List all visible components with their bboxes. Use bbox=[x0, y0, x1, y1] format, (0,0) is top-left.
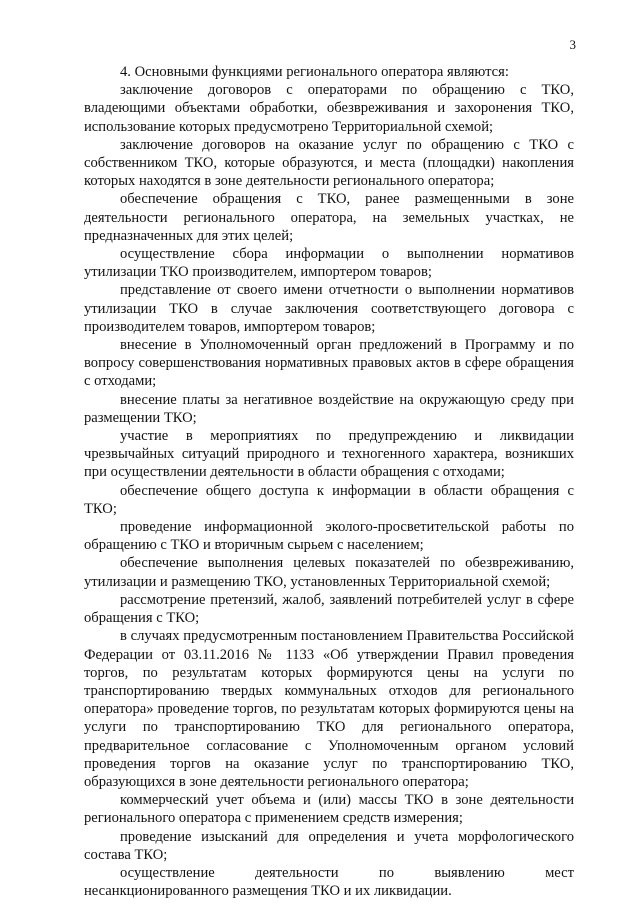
list-item: осуществление деятельности по выявлению мест несанкционированного размещения ТКО и их ликвидации. bbox=[84, 864, 574, 900]
list-item: в случаях предусмотренным постановлением Правительства Российской Федерации от 03.11.2016 № 1133 «Об утверждении Правил проведения торгов, по результатам которых формируются цены на услуги по транспортированию твердых коммунальных отходов для регионального оператора» проведение торгов, по результатам которых формируются цены на услуги по транспортированию ТКО для регионального оператора, предварительное согласование с Уполномоченным органом условий проведения торгов на оказание услуг по транспортированию ТКО, образующихся в зоне деятельности регионального оператора; bbox=[84, 628, 574, 790]
list-item: представление от своего имени отчетности о выполнении нормативов утилизации ТКО в случае заключения соответствующего договора с производителем товаров, импортером товаров; bbox=[84, 282, 574, 335]
list-item: проведение информационной эколого-просветительской работы по обращению с ТКО и вторичным сырьем с населением; bbox=[84, 519, 574, 554]
list-item: обеспечение общего доступа к информации в области обращения с ТКО; bbox=[84, 482, 574, 517]
section-heading: 4. Основными функциями регионального оператора являются: bbox=[120, 64, 509, 80]
list-item: рассмотрение претензий, жалоб, заявлений потребителей услуг в сфере обращения с ТКО; bbox=[84, 591, 574, 627]
list-item: обеспечение выполнения целевых показателей по обезвреживанию, утилизации и размещению ТКО, установленных Территориальной схемой; bbox=[84, 555, 574, 590]
list-item: заключение договоров с операторами по обращению с ТКО, владеющими объектами обработки, обезвреживания и захоронения ТКО, использование которых предусмотрено Территориальной схемой; bbox=[84, 82, 574, 135]
list-item: коммерческий учет объема и (или) массы ТКО в зоне деятельности регионального оператора с применением средств измерения; bbox=[84, 792, 574, 827]
list-item: осуществление сбора информации о выполнении нормативов утилизации ТКО производителем, импортером товаров; bbox=[84, 246, 574, 281]
list-item: заключение договоров на оказание услуг по обращению с ТКО с собственником ТКО, которые образуются, и места (площадки) накопления которых находятся в зоне деятельности регионального оператора; bbox=[84, 136, 574, 190]
list-item: внесение в Уполномоченный орган предложений в Программу и по вопросу совершенствования нормативных правовых актов в сфере обращения с отходами; bbox=[84, 337, 574, 390]
list-item: проведение изысканий для определения и учета морфологического состава ТКО; bbox=[84, 828, 574, 863]
functions-list bbox=[84, 81, 574, 900]
document-body bbox=[84, 63, 574, 900]
page-number: 3 bbox=[569, 37, 576, 52]
list-item: обеспечение обращения с ТКО, ранее размещенными в зоне деятельности регионального оператора, на земельных участках, не предназначенных для этих целей; bbox=[84, 191, 574, 244]
list-item: участие в мероприятиях по предупреждению и ликвидации чрезвычайных ситуаций природного и техногенного характера, возникших при осуществлении деятельности в области обращения с отходами; bbox=[84, 428, 574, 481]
list-item: внесение платы за негативное воздействие на окружающую среду при размещении ТКО; bbox=[84, 391, 574, 426]
